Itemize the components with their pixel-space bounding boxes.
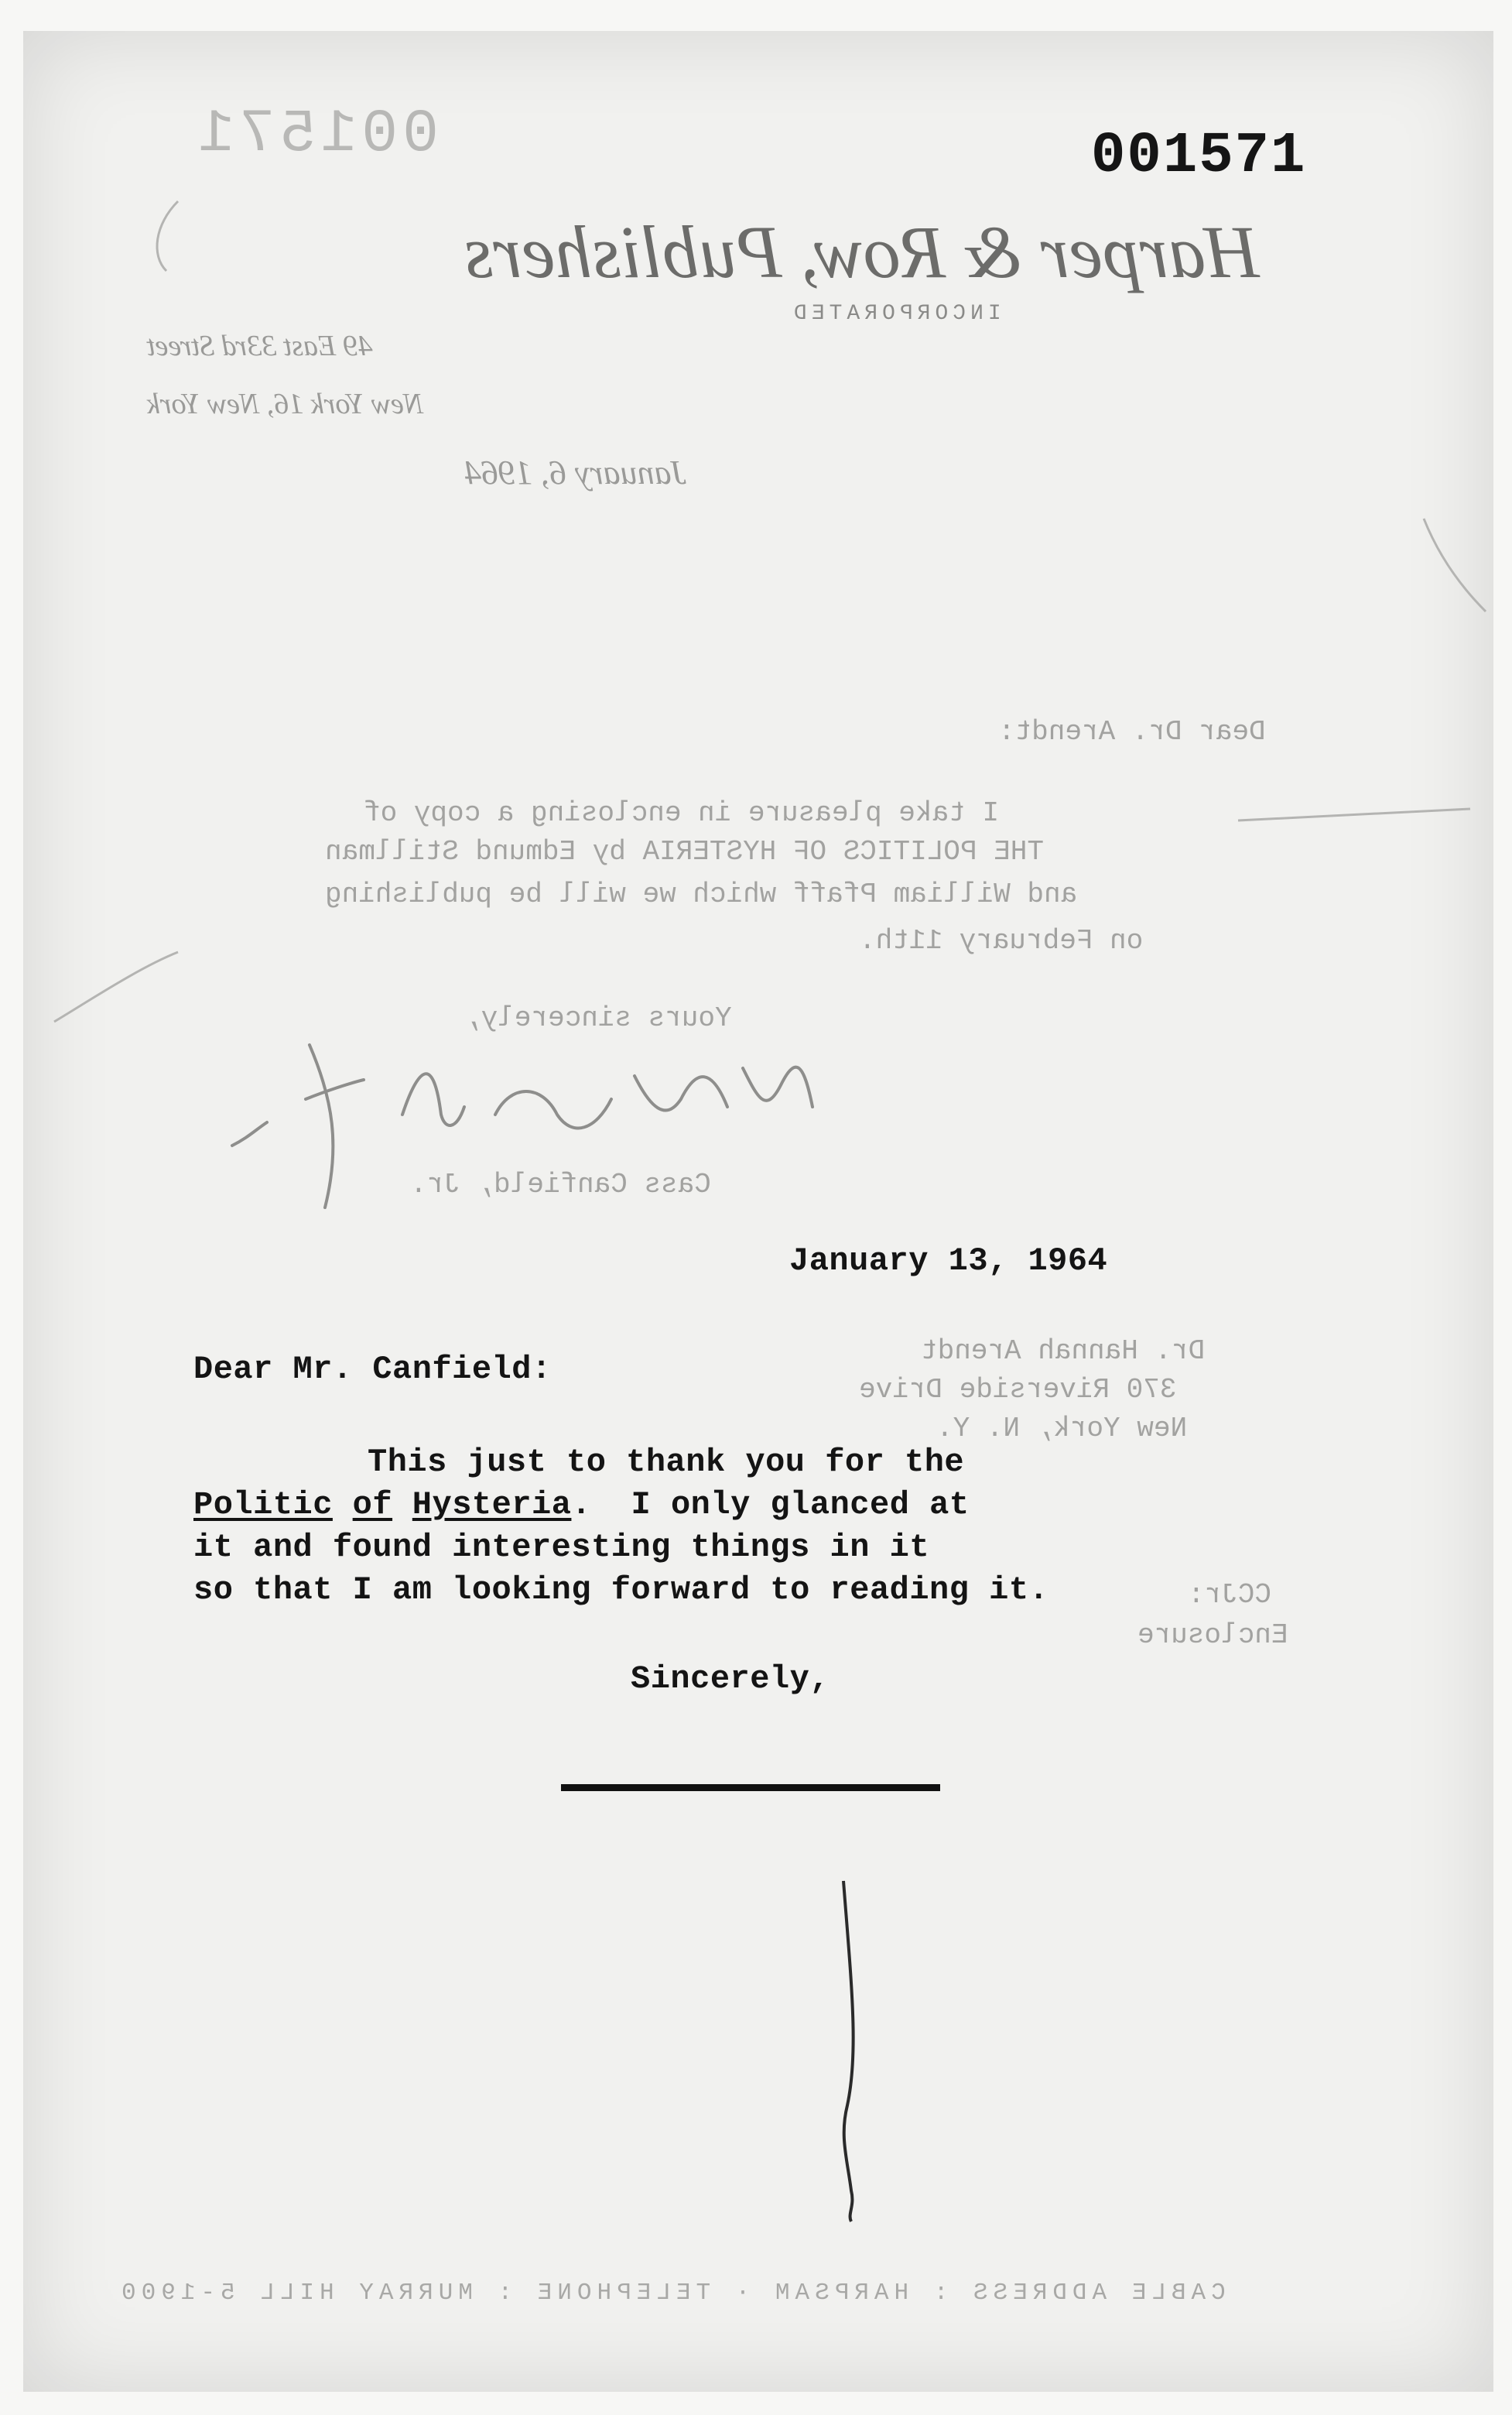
stray-marks <box>54 201 1486 1022</box>
letterhead-address-line2: New York 16, New York <box>147 388 424 420</box>
ghost-document-number: 001571 <box>193 101 439 169</box>
original-recipient-line: 370 Riverside Drive <box>859 1374 1177 1406</box>
original-recipient-line: New York, N. Y. <box>936 1413 1188 1444</box>
signature-line <box>561 1784 940 1791</box>
mirrored-signature <box>232 1045 812 1208</box>
original-signer: Cass Canfield, Jr. <box>410 1169 711 1201</box>
reply-body-text: . I only glanced at <box>571 1486 970 1523</box>
original-cc: CCJr: <box>1188 1579 1272 1611</box>
original-body-line: and William Pfaff which we will be publishing <box>325 879 1078 910</box>
book-title-part: Hysteria <box>412 1486 572 1523</box>
paper-crease-line <box>843 1881 853 2221</box>
reply-body-line <box>193 1486 970 1523</box>
original-body-line: on February 11th. <box>859 925 1144 957</box>
document-number: 001571 <box>1091 124 1307 189</box>
letterhead-company: Harper & Row, Publishers <box>464 211 1260 293</box>
reply-body-line: This just to thank you for the <box>368 1444 965 1481</box>
reply-date: January 13, 1964 <box>789 1242 1108 1279</box>
book-title-part: of <box>352 1486 393 1523</box>
letterhead-address-line1: 49 East 33rd Street <box>147 330 373 362</box>
original-body-line: I take pleasure in enclosing a copy of <box>364 797 999 829</box>
original-letter-date: January 6, 1964 <box>464 454 687 492</box>
original-greeting: Dear Dr. Arendt: <box>998 716 1266 748</box>
reply-body-line: so that I am looking forward to reading it. <box>193 1571 1049 1608</box>
original-closing: Yours sincerely, <box>464 1002 732 1034</box>
original-body-line: THE POLITICS OF HYSTERIA by Edmund Stillman <box>325 836 1044 868</box>
letterhead-incorporated: INCORPORATED <box>789 302 1001 326</box>
reply-greeting: Dear Mr. Canfield: <box>193 1351 552 1388</box>
original-enclosure: Enclosure <box>1137 1619 1288 1651</box>
original-recipient-line: Dr. Hannah Arendt <box>921 1335 1206 1367</box>
book-title-part: Politic <box>193 1486 333 1523</box>
reply-closing: Sincerely, <box>631 1660 830 1697</box>
reply-body-line: it and found interesting things in it <box>193 1529 930 1566</box>
letterhead-footer: CABLE ADDRESS : HARPSAM · TELEPHONE : MURRAY HILL 5-1900 <box>116 2280 1226 2307</box>
